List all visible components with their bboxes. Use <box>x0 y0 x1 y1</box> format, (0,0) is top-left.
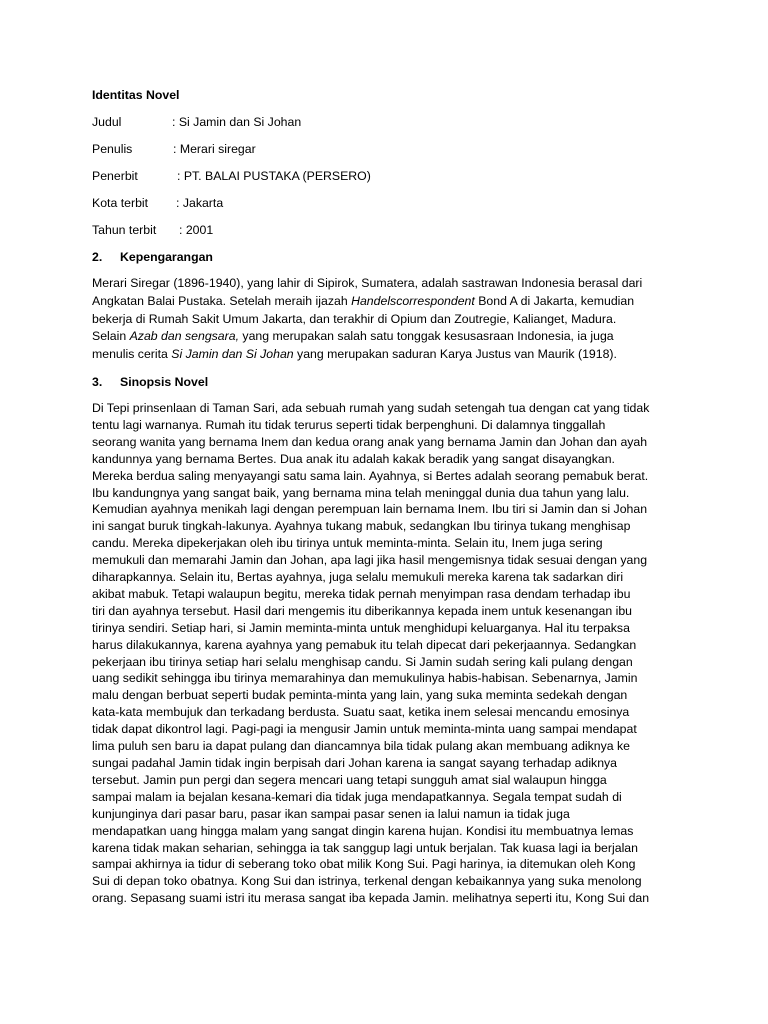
paragraph-line: seorang wanita yang bernama Inem dan kedua orang anak yang bernama Jamin dan Johan dan ayah <box>92 434 648 449</box>
identitas-row-penerbit <box>92 167 692 185</box>
identitas-label: Judul <box>92 115 122 129</box>
paragraph-line: ini sangat buruk tingkah-lakunya. Ayahnya tukang mabuk, sedangkan Ibu tirinya tukang menghisap <box>92 519 631 534</box>
paragraph-line: Ibu kandungnya yang sangat baik, yang bernama mina telah meninggal dunia dua tahun yang lalu. <box>92 485 630 500</box>
section-heading-sinopsis <box>92 373 692 391</box>
section-heading-kepengarangan <box>92 248 692 266</box>
paragraph-line: harus dilakukannya, karena ayahnya yang pemabuk itu telah dipecat dari pekerjaannya. Sedangkan <box>92 637 637 652</box>
paragraph-line <box>92 328 692 346</box>
text-run: yang merupakan saduran Karya Justus van Maurik (1918). <box>293 347 617 362</box>
sinopsis-paragraph <box>92 400 692 907</box>
paragraph-line: malu dengan berbuat seperti budak peminta-minta yang lain, yang suka meminta sedekah dengan <box>92 688 628 703</box>
paragraph-line: orang. Sepasang suami istri itu merasa sangat iba kepada Jamin. melihatnya seperti itu, Kong Sui dan <box>92 891 650 906</box>
paragraph-line: lima puluh sen baru ia dapat pulang dan diancamnya bila tidak pulang akan membuang adiknya ke <box>92 739 631 754</box>
text-run: menulis cerita <box>92 347 172 362</box>
section-number: 2. <box>92 250 103 264</box>
paragraph-line: diharapkannya. Selain itu, Bertas ayahnya, juga selalu memukuli mereka karena tak sadarkan diri <box>92 570 624 585</box>
paragraph-line: tirinya sendiri. Setiap hari, si Jamin meminta-minta untuk menghidupi keluarganya. Hal itu terpaksa <box>92 620 630 635</box>
paragraph-line: akibat mabuk. Tetapi walaupun begitu, mereka tidak pernah menyimpan rasa dendam terhadap ibu <box>92 586 631 601</box>
paragraph-line: tiri dan ayahnya tersebut. Hasil dari mengemis itu diberikannya kepada inem untuk kesenangan ibu <box>92 603 633 618</box>
identitas-value: : Merari siregar <box>173 142 256 156</box>
paragraph-line: Kemudian ayahnya menikah lagi dengan perempuan lain bernama Inem. Ibu tiri si Jamin dan si Johan <box>92 502 648 517</box>
identitas-row-judul <box>92 113 692 131</box>
paragraph-line: tersebut. Jamin pun pergi dan segera mencari uang tetapi sungguh amat sial walaupun hingga <box>92 772 607 787</box>
identitas-value: : PT. BALAI PUSTAKA (PERSERO) <box>177 169 371 183</box>
identitas-value: : 2001 <box>179 223 214 237</box>
paragraph-line: kunjunginya dari pasar baru, pasar ikan sampai pasar senen ia lalui namun ia tidak juga <box>92 806 570 821</box>
paragraph-line: memukuli dan memarahi Jamin dan Johan, apa lagi jika hasil mengemisnya tidak sesuai dengan yang <box>92 553 648 568</box>
paragraph-line: pekerjaan ibu tirinya setiap hari selalu menghisap candu. Si Jamin sudah sering kali pulang dengan <box>92 654 633 669</box>
paragraph-line: karena tidak makan seharian, sehingga ia tak sanggup lagi untuk berjalan. Tak kuasa lagi ia berjalan <box>92 840 638 855</box>
section-number: 3. <box>92 374 103 389</box>
paragraph-line: bekerja di Rumah Sakit Umum Jakarta, dan terakhir di Opium dan Zoutregie, Kalianget, Madura. <box>92 311 617 326</box>
italic-text: Handelscorrespondent <box>351 293 475 308</box>
identitas-label: Kota terbit <box>92 196 149 210</box>
kepengarangan-paragraph <box>92 275 692 364</box>
paragraph-line: Di Tepi prinsenlaan di Taman Sari, ada sebuah rumah yang sudah setengah tua dengan cat yang tidak <box>92 400 650 415</box>
identitas-label: Tahun terbit <box>92 223 157 237</box>
identitas-label: Penerbit <box>92 169 138 183</box>
identitas-row-penulis <box>92 140 692 158</box>
paragraph-line: Mereka berdua saling menyayangi satu sama lain. Ayahnya, si Bertes adalah seorang pemabuk berat. <box>92 468 649 483</box>
paragraph-line: tentu lagi warnanya. Rumah itu tidak terurus seperti tidak berpenghuni. Di dalamnya tinggallah <box>92 417 606 432</box>
paragraph-line: sungai padahal Jamin tidak ingin berpisah dari Johan karena ia sangat sayang terhadap adiknya <box>92 756 618 771</box>
section-title: Kepengarangan <box>120 250 213 264</box>
paragraph-line <box>92 346 692 364</box>
italic-text: Azab dan sengsara, <box>129 329 239 344</box>
paragraph-line <box>92 293 692 311</box>
text-run: yang merupakan salah satu tonggak kesusasraan Indonesia, ia juga <box>239 329 614 344</box>
paragraph-line: sampai malam ia bejalan kesana-kemari dia tidak juga mendapatkannya. Segala tempat sudah di <box>92 789 622 804</box>
paragraph-line: tidak dapat dikontrol lagi. Pagi-pagi ia mengusir Jamin untuk meminta-minta uang sampai mendapat <box>92 722 637 737</box>
paragraph-line: uang sedikit sehingga ibu tirinya memarahinya dan memukulinya habis-habisan. Sebenarnya, Jamin <box>92 671 638 686</box>
text-run: Bond A di Jakarta, kemudian <box>474 293 635 308</box>
italic-text: Si Jamin dan Si Johan <box>171 347 294 362</box>
paragraph-line: mendapatkan uang hingga malam yang sangat dingin karena hujan. Kondisi itu membuatnya lemas <box>92 823 634 838</box>
paragraph-line: candu. Mereka dipekerjakan oleh ibu tirinya untuk meminta-minta. Selain itu, Inem juga sering <box>92 536 603 551</box>
identitas-row-kota <box>92 194 692 212</box>
text-run: Angkatan Balai Pustaka. Setelah meraih ijazah <box>92 293 352 308</box>
document-page <box>92 86 692 916</box>
identitas-row-tahun <box>92 221 692 239</box>
text-run: Selain <box>92 329 130 344</box>
paragraph-line: Merari Siregar (1896-1940), yang lahir di Sipirok, Sumatera, adalah sastrawan Indonesia berasal dari <box>92 276 643 290</box>
paragraph-line: kata-kata membujuk dan terkadang berdusta. Suatu saat, ketika inem selesai mencandu emosinya <box>92 705 630 720</box>
identitas-title: Identitas Novel <box>92 88 180 102</box>
identitas-value: : Jakarta <box>176 196 224 210</box>
paragraph-line: kandunnya yang bernama Bertes. Dua anak itu adalah kakak beradik yang sangat disayangkan. <box>92 451 615 466</box>
identitas-label: Penulis <box>92 142 133 156</box>
paragraph-line: Sui di depan toko obatnya. Kong Sui dan istrinya, terkenal dengan kebaikannya yang suka menolong <box>92 874 642 889</box>
section-title: Sinopsis Novel <box>120 374 209 389</box>
paragraph-line: sampai akhirnya ia tidur di seberang toko obat milik Kong Sui. Pagi harinya, ia ditemukan oleh Kong <box>92 857 636 872</box>
identitas-value: : Si Jamin dan Si Johan <box>172 115 302 129</box>
